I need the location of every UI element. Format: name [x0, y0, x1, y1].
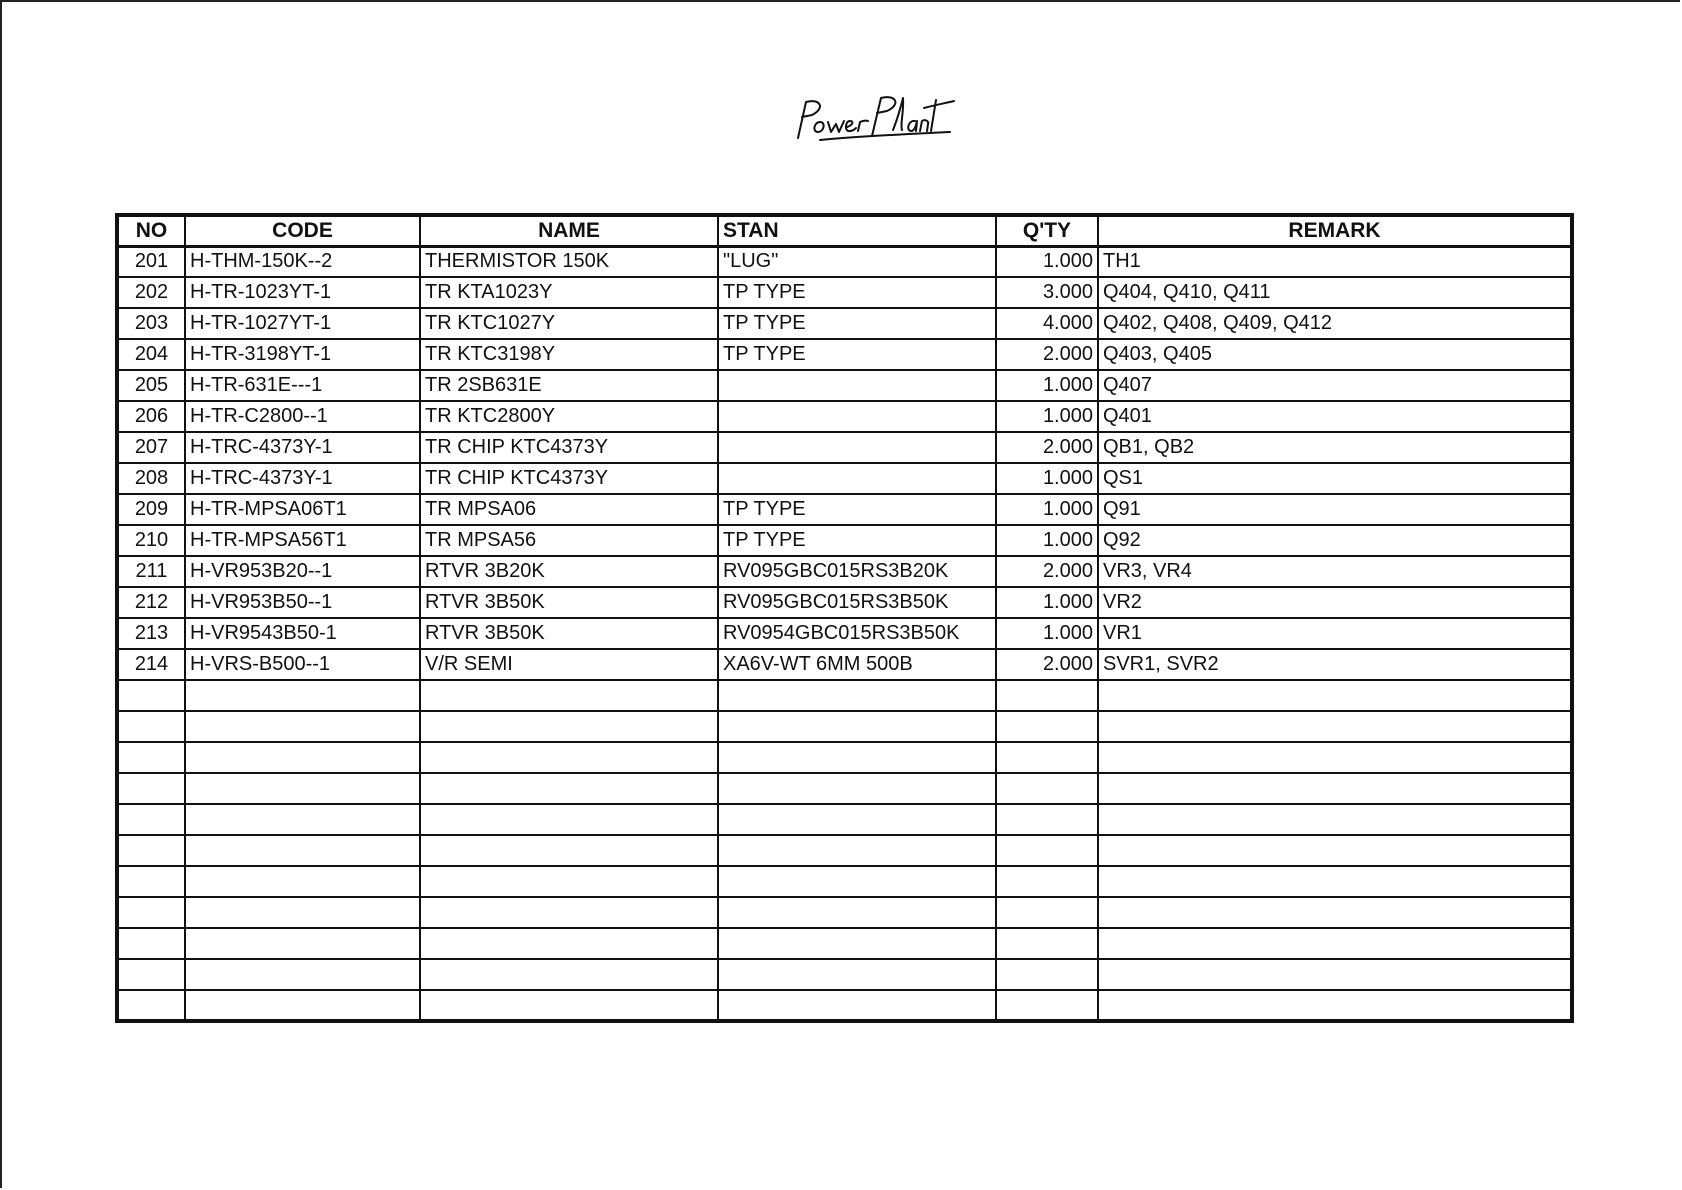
- cell-code: H-TR-C2800--1: [185, 401, 420, 432]
- table-row: [117, 587, 1572, 618]
- table-row: [117, 649, 1572, 680]
- cell-remark: SVR1, SVR2: [1098, 649, 1572, 680]
- cell-name: V/R SEMI: [420, 649, 718, 680]
- header-row: [117, 215, 1572, 246]
- cell-name: TR KTC2800Y: [420, 401, 718, 432]
- cell-name: TR KTA1023Y: [420, 277, 718, 308]
- cell-stan: "LUG": [718, 246, 996, 277]
- cell-stan-empty: [718, 711, 996, 742]
- parts-table-body: [117, 246, 1572, 1021]
- cell-name-empty: [420, 835, 718, 866]
- parts-list-table: [115, 213, 1574, 1023]
- cell-stan-empty: [718, 897, 996, 928]
- cell-name-empty: [420, 711, 718, 742]
- cell-code: H-THM-150K--2: [185, 246, 420, 277]
- cell-qty-empty: [996, 928, 1098, 959]
- cell-code: H-TR-631E---1: [185, 370, 420, 401]
- cell-name-empty: [420, 773, 718, 804]
- cell-qty: 1.000: [996, 494, 1098, 525]
- cell-remark-empty: [1098, 928, 1572, 959]
- cell-qty-empty: [996, 897, 1098, 928]
- cell-code: H-TR-MPSA06T1: [185, 494, 420, 525]
- cell-remark: VR3, VR4: [1098, 556, 1572, 587]
- cell-stan-empty: [718, 866, 996, 897]
- cell-remark: Q407: [1098, 370, 1572, 401]
- cell-code: H-TR-1023YT-1: [185, 277, 420, 308]
- cell-no: 204: [117, 339, 185, 370]
- cell-name: TR KTC1027Y: [420, 308, 718, 339]
- cell-no-empty: [117, 990, 185, 1021]
- cell-no: 201: [117, 246, 185, 277]
- cell-code: H-TR-MPSA56T1: [185, 525, 420, 556]
- cell-no-empty: [117, 773, 185, 804]
- cell-no: 208: [117, 463, 185, 494]
- table-row: [117, 494, 1572, 525]
- cell-no: 202: [117, 277, 185, 308]
- cell-no-empty: [117, 711, 185, 742]
- cell-no: 211: [117, 556, 185, 587]
- cell-name-empty: [420, 804, 718, 835]
- cell-code-empty: [185, 742, 420, 773]
- cell-remark-empty: [1098, 959, 1572, 990]
- cell-stan: TP TYPE: [718, 525, 996, 556]
- cell-stan-empty: [718, 680, 996, 711]
- cell-remark-empty: [1098, 742, 1572, 773]
- cell-code-empty: [185, 897, 420, 928]
- cell-remark: VR2: [1098, 587, 1572, 618]
- cell-name-empty: [420, 897, 718, 928]
- cell-qty: 1.000: [996, 401, 1098, 432]
- cell-name-empty: [420, 928, 718, 959]
- cell-code-empty: [185, 835, 420, 866]
- cell-qty-empty: [996, 990, 1098, 1021]
- cell-no-empty: [117, 835, 185, 866]
- cell-remark: VR1: [1098, 618, 1572, 649]
- cell-remark-empty: [1098, 711, 1572, 742]
- empty-table-row: [117, 680, 1572, 711]
- cell-name-empty: [420, 866, 718, 897]
- cell-code-empty: [185, 804, 420, 835]
- cell-remark-empty: [1098, 804, 1572, 835]
- cell-qty: 2.000: [996, 432, 1098, 463]
- cell-stan-empty: [718, 742, 996, 773]
- cell-no-empty: [117, 804, 185, 835]
- cell-stan: [718, 463, 996, 494]
- cell-name: TR 2SB631E: [420, 370, 718, 401]
- cell-remark: QB1, QB2: [1098, 432, 1572, 463]
- empty-table-row: [117, 742, 1572, 773]
- cell-stan: [718, 432, 996, 463]
- cell-stan: [718, 401, 996, 432]
- cell-stan: TP TYPE: [718, 308, 996, 339]
- header-remark: REMARK: [1098, 215, 1572, 246]
- cell-remark-empty: [1098, 835, 1572, 866]
- cell-no: 207: [117, 432, 185, 463]
- empty-table-row: [117, 804, 1572, 835]
- cell-stan: TP TYPE: [718, 339, 996, 370]
- cell-remark-empty: [1098, 897, 1572, 928]
- cell-stan-empty: [718, 990, 996, 1021]
- cell-qty: 2.000: [996, 339, 1098, 370]
- cell-qty-empty: [996, 959, 1098, 990]
- table-row: [117, 246, 1572, 277]
- cell-no: 203: [117, 308, 185, 339]
- cell-remark: Q403, Q405: [1098, 339, 1572, 370]
- cell-stan-empty: [718, 773, 996, 804]
- cell-qty-empty: [996, 835, 1098, 866]
- cell-remark: Q402, Q408, Q409, Q412: [1098, 308, 1572, 339]
- table-row: [117, 277, 1572, 308]
- empty-table-row: [117, 990, 1572, 1021]
- cell-name-empty: [420, 680, 718, 711]
- cell-remark: QS1: [1098, 463, 1572, 494]
- cell-code-empty: [185, 680, 420, 711]
- cell-name: TR CHIP KTC4373Y: [420, 432, 718, 463]
- cell-remark: Q91: [1098, 494, 1572, 525]
- cell-name-empty: [420, 990, 718, 1021]
- cell-code-empty: [185, 959, 420, 990]
- cell-qty-empty: [996, 711, 1098, 742]
- cell-name: RTVR 3B20K: [420, 556, 718, 587]
- empty-table-row: [117, 959, 1572, 990]
- cell-qty-empty: [996, 866, 1098, 897]
- cell-qty: 1.000: [996, 525, 1098, 556]
- cell-no-empty: [117, 959, 185, 990]
- header-stan: STAN: [718, 215, 996, 246]
- cell-name: TR MPSA56: [420, 525, 718, 556]
- cell-code-empty: [185, 866, 420, 897]
- cell-no: 213: [117, 618, 185, 649]
- cell-name: THERMISTOR 150K: [420, 246, 718, 277]
- cell-remark-empty: [1098, 990, 1572, 1021]
- header-name: NAME: [420, 215, 718, 246]
- cell-remark: Q401: [1098, 401, 1572, 432]
- cell-code: H-VR953B50--1: [185, 587, 420, 618]
- cell-name: TR KTC3198Y: [420, 339, 718, 370]
- cell-code: H-TRC-4373Y-1: [185, 432, 420, 463]
- cell-stan: RV095GBC015RS3B20K: [718, 556, 996, 587]
- cell-qty: 1.000: [996, 587, 1098, 618]
- cell-no-empty: [117, 866, 185, 897]
- header-code: CODE: [185, 215, 420, 246]
- cell-code: H-TR-3198YT-1: [185, 339, 420, 370]
- empty-table-row: [117, 928, 1572, 959]
- header-qty: Q'TY: [996, 215, 1098, 246]
- cell-remark: Q92: [1098, 525, 1572, 556]
- cell-stan: TP TYPE: [718, 494, 996, 525]
- empty-table-row: [117, 773, 1572, 804]
- table-row: [117, 401, 1572, 432]
- cell-qty-empty: [996, 680, 1098, 711]
- cell-name: TR CHIP KTC4373Y: [420, 463, 718, 494]
- empty-table-row: [117, 866, 1572, 897]
- cell-qty: 2.000: [996, 649, 1098, 680]
- cell-qty-empty: [996, 742, 1098, 773]
- cell-name-empty: [420, 959, 718, 990]
- cell-qty: 3.000: [996, 277, 1098, 308]
- cell-no-empty: [117, 742, 185, 773]
- cell-code: H-VR9543B50-1: [185, 618, 420, 649]
- cell-code: H-TRC-4373Y-1: [185, 463, 420, 494]
- cell-code: H-VRS-B500--1: [185, 649, 420, 680]
- cell-qty-empty: [996, 804, 1098, 835]
- cell-qty: 2.000: [996, 556, 1098, 587]
- table-row: [117, 463, 1572, 494]
- table-row: [117, 432, 1572, 463]
- empty-table-row: [117, 835, 1572, 866]
- cell-qty: 1.000: [996, 246, 1098, 277]
- logo-signature-icon: [790, 88, 960, 148]
- table-row: [117, 308, 1572, 339]
- empty-table-row: [117, 897, 1572, 928]
- header-no: NO: [117, 215, 185, 246]
- cell-remark-empty: [1098, 773, 1572, 804]
- cell-code: H-VR953B20--1: [185, 556, 420, 587]
- cell-no-empty: [117, 928, 185, 959]
- cell-no: 214: [117, 649, 185, 680]
- cell-stan: [718, 370, 996, 401]
- cell-qty-empty: [996, 773, 1098, 804]
- cell-stan-empty: [718, 928, 996, 959]
- cell-no-empty: [117, 897, 185, 928]
- cell-code-empty: [185, 711, 420, 742]
- cell-no-empty: [117, 680, 185, 711]
- cell-code-empty: [185, 773, 420, 804]
- table-row: [117, 525, 1572, 556]
- cell-name: RTVR 3B50K: [420, 618, 718, 649]
- table-row: [117, 339, 1572, 370]
- table-row: [117, 618, 1572, 649]
- cell-code: H-TR-1027YT-1: [185, 308, 420, 339]
- cell-name: RTVR 3B50K: [420, 587, 718, 618]
- cell-no: 205: [117, 370, 185, 401]
- cell-stan: XA6V-WT 6MM 500B: [718, 649, 996, 680]
- cell-qty: 1.000: [996, 370, 1098, 401]
- cell-code-empty: [185, 928, 420, 959]
- cell-remark: TH1: [1098, 246, 1572, 277]
- cell-qty: 1.000: [996, 618, 1098, 649]
- cell-no: 210: [117, 525, 185, 556]
- table-row: [117, 556, 1572, 587]
- cell-qty: 4.000: [996, 308, 1098, 339]
- cell-remark: Q404, Q410, Q411: [1098, 277, 1572, 308]
- cell-stan-empty: [718, 835, 996, 866]
- cell-stan-empty: [718, 959, 996, 990]
- table-row: [117, 370, 1572, 401]
- cell-name-empty: [420, 742, 718, 773]
- cell-qty: 1.000: [996, 463, 1098, 494]
- cell-no: 209: [117, 494, 185, 525]
- cell-stan: RV0954GBC015RS3B50K: [718, 618, 996, 649]
- cell-remark-empty: [1098, 680, 1572, 711]
- empty-table-row: [117, 711, 1572, 742]
- cell-stan-empty: [718, 804, 996, 835]
- cell-name: TR MPSA06: [420, 494, 718, 525]
- cell-remark-empty: [1098, 866, 1572, 897]
- cell-no: 212: [117, 587, 185, 618]
- powerplant-logo: [790, 88, 960, 148]
- cell-stan: TP TYPE: [718, 277, 996, 308]
- cell-no: 206: [117, 401, 185, 432]
- cell-code-empty: [185, 990, 420, 1021]
- cell-stan: RV095GBC015RS3B50K: [718, 587, 996, 618]
